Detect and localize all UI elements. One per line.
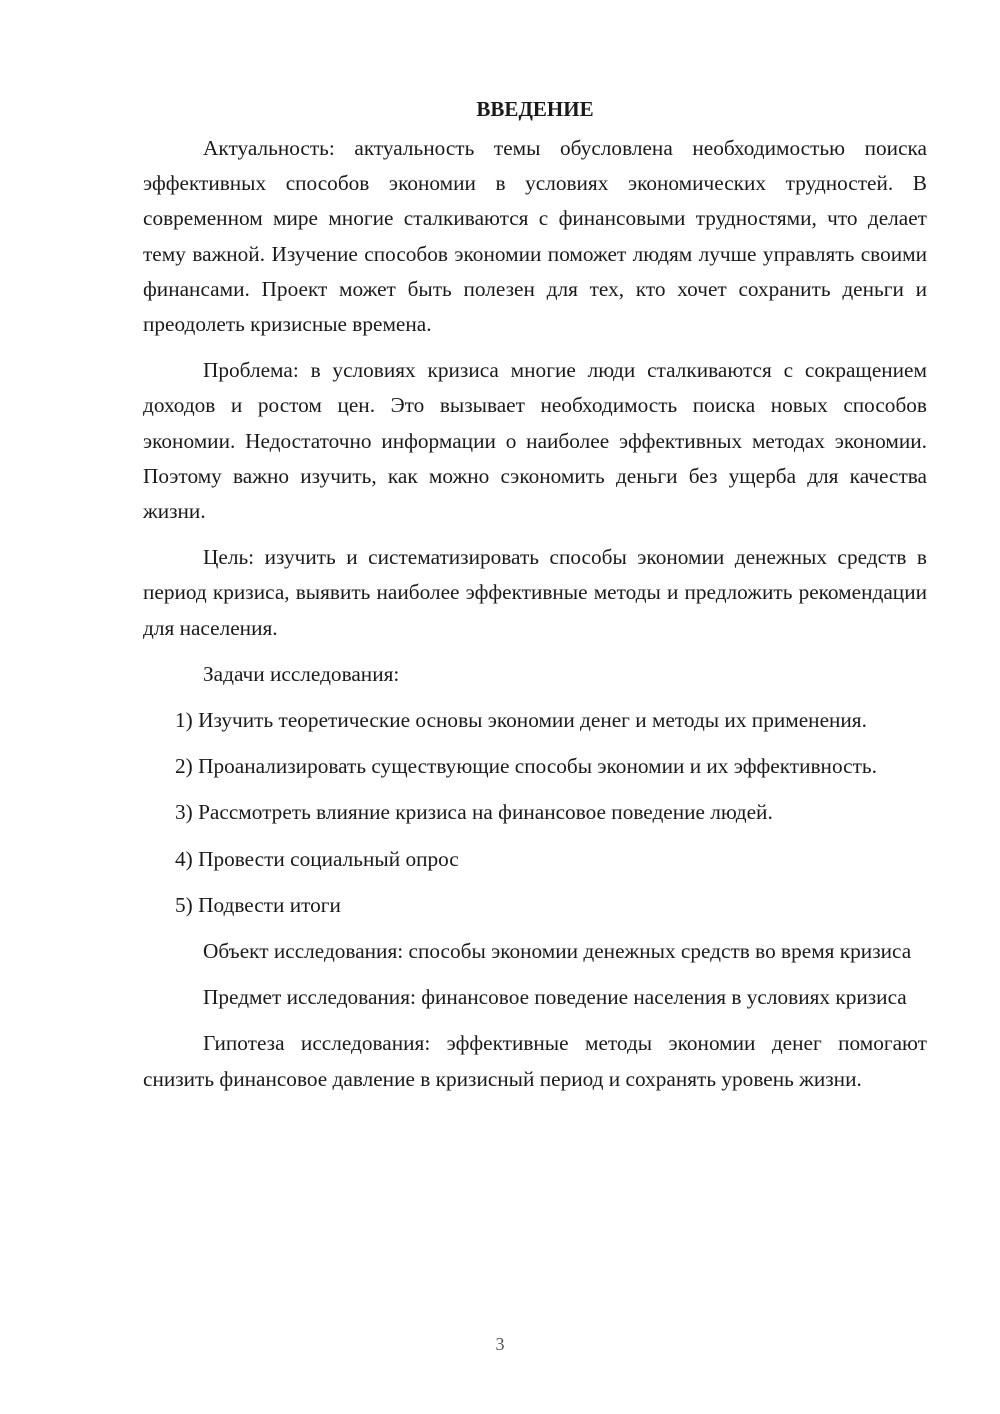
paragraph-object: Объект исследования: способы экономии денежных средств во время кризиса xyxy=(203,939,912,964)
paragraph-problem: Проблема: в условиях кризиса многие люди сталкиваются с сокращением доходов и ростом цен. Это вызывает необходимость поиска новых способов экономии. Недостаточно информации о наиболее эффективных методах экономии. Поэтому важно изучить, как можно сэкономить деньги без ущерба для качества жизни. xyxy=(143,358,927,524)
paragraph-relevance: Актуальность: актуальность темы обусловлена необходимостью поиска эффективных способов экономии в условиях экономических трудностей. В современном мире многие сталкиваются с финансовыми трудностями, что делает тему важной. Изучение способов экономии поможет людям лучше управлять своими финансами. Проект может быть полезен для тех, кто хочет сохранить деньги и преодолеть кризисные времена. xyxy=(143,136,927,337)
page-number: 3 xyxy=(495,1334,505,1354)
task-item-3: 3) Рассмотреть влияние кризиса на финансовое поведение людей. xyxy=(175,800,773,825)
page-title: ВВЕДЕНИЕ xyxy=(476,97,594,121)
task-item-4: 4) Провести социальный опрос xyxy=(175,846,459,871)
page-content xyxy=(143,95,927,1108)
task-item-1: 1) Изучить теоретические основы экономии денег и методы их применения. xyxy=(175,708,867,733)
paragraph-subject: Предмет исследования: финансовое поведение населения в условиях кризиса xyxy=(203,985,907,1010)
task-item-2: 2) Проанализировать существующие способы экономии и их эффективность. xyxy=(175,754,877,779)
paragraph-tasks-heading: Задачи исследования: xyxy=(203,661,400,686)
paragraph-hypothesis: Гипотеза исследования: эффективные методы экономии денег помогают снизить финансовое давление в кризисный период и сохранять уровень жизни. xyxy=(143,1031,927,1091)
paragraph-goal: Цель: изучить и систематизировать способы экономии денежных средств в период кризиса, выявить наиболее эффективные методы и предложить рекомендации для населения. xyxy=(143,545,927,640)
task-item-5: 5) Подвести итоги xyxy=(175,892,341,917)
